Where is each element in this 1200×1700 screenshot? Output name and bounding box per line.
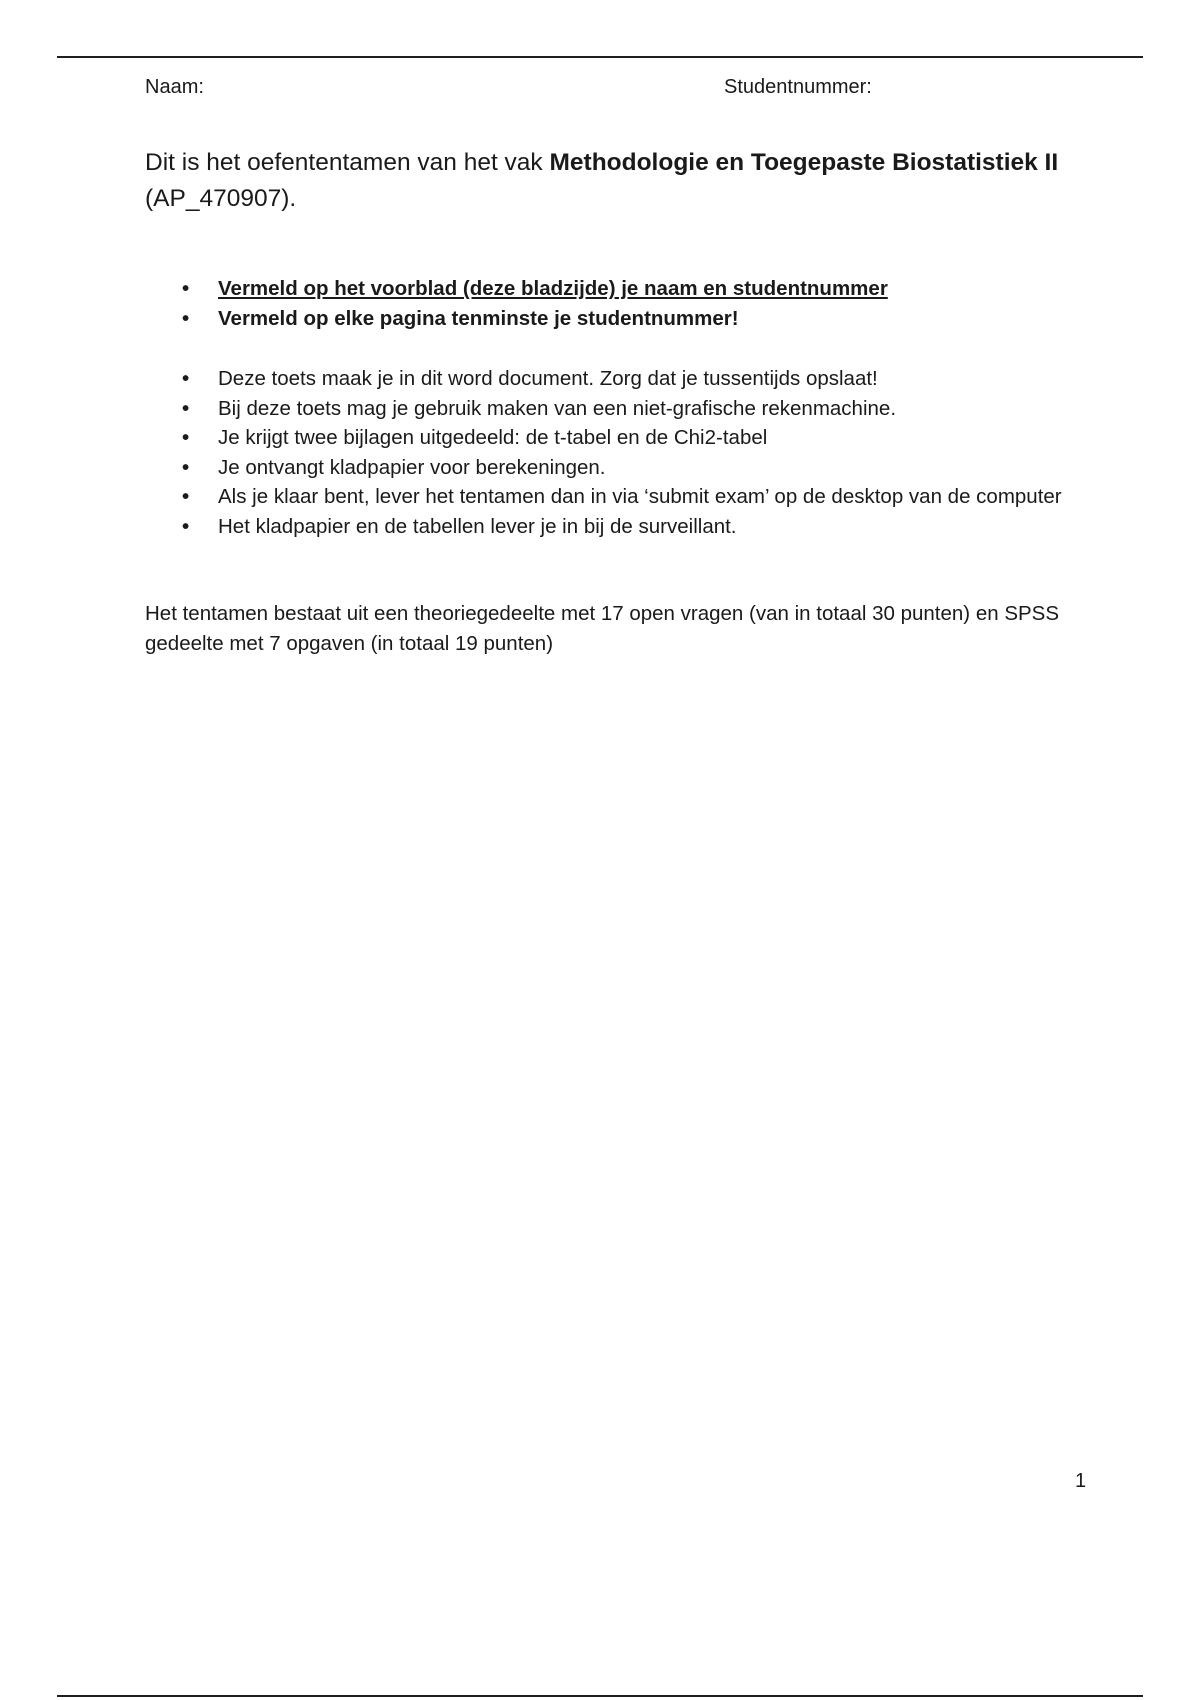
list-item xyxy=(145,364,1085,394)
name-label: Naam: xyxy=(145,76,204,98)
course-name: Methodologie en Toegepaste Biostatistiek II xyxy=(549,149,1059,176)
list-item-text: Je krijgt twee bijlagen uitgedeeld: de t-tabel en de Chi2-tabel xyxy=(218,426,768,449)
list-item xyxy=(145,304,1085,334)
list-item xyxy=(145,274,1085,304)
course-code: (AP_470907). xyxy=(145,185,297,212)
list-item-text: Vermeld op het voorblad (deze bladzijde) je naam en studentnummer xyxy=(218,277,888,300)
top-rule xyxy=(57,56,1143,58)
instructions-list xyxy=(145,364,1085,541)
student-number-label: Studentnummer: xyxy=(724,76,872,98)
list-item-text: Bij deze toets mag je gebruik maken van een niet-grafische rekenmachine. xyxy=(218,396,897,420)
list-item-text: Je ontvangt kladpapier voor berekeningen. xyxy=(218,455,606,479)
important-instructions-list xyxy=(145,274,1085,333)
list-item xyxy=(145,482,1085,512)
intro-paragraph xyxy=(145,145,1085,217)
list-item-text: Deze toets maak je in dit word document. Zorg dat je tussentijds opslaat! xyxy=(218,367,878,390)
page-number: 1 xyxy=(1075,1470,1087,1492)
list-item xyxy=(145,512,1085,542)
list-item xyxy=(145,423,1085,453)
intro-prefix: Dit is het oefententamen van het vak xyxy=(145,149,550,176)
list-item-text: Als je klaar bent, lever het tentamen dan in via ‘submit exam’ op de desktop van de computer xyxy=(218,485,1062,508)
exam-summary: Het tentamen bestaat uit een theoriegedeelte met 17 open vragen (van in totaal 30 punten) en SPSS gedeelte met 7 opgaven (in totaal 19 punten) xyxy=(145,602,1060,655)
page-header xyxy=(145,76,1085,102)
list-item xyxy=(145,453,1085,483)
list-item xyxy=(145,394,1085,424)
list-item-text: Het kladpapier en de tabellen lever je in bij de surveillant. xyxy=(218,514,737,538)
bottom-rule xyxy=(57,1695,1143,1697)
list-item-text: Vermeld op elke pagina tenminste je studentnummer! xyxy=(218,306,739,330)
